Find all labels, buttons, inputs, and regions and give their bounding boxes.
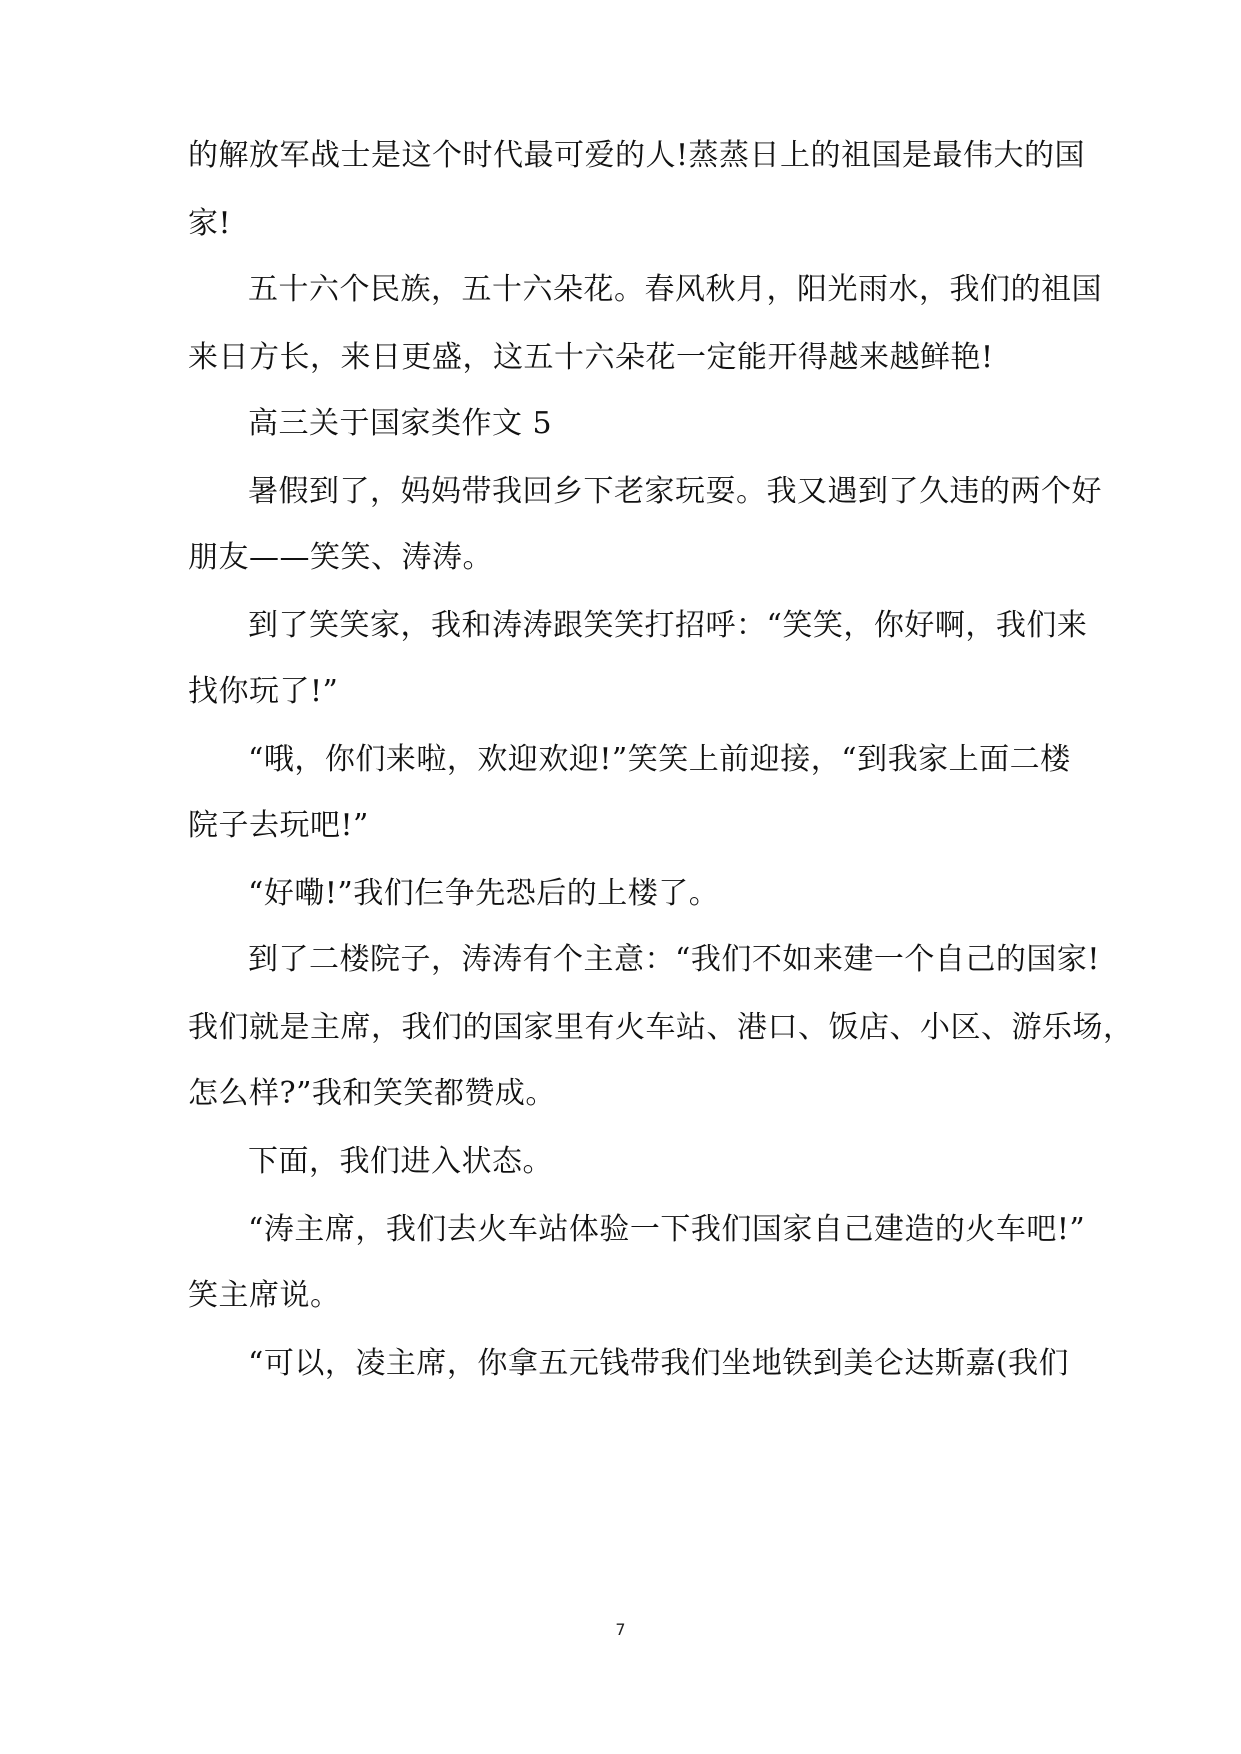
- paragraph-first-line: 下面，我们进入状态。: [248, 1144, 553, 1179]
- paragraph-first-line: 暑假到了，妈妈带我回乡下老家玩耍。我又遇到了久违的两个好: [248, 474, 1102, 509]
- text-line: 笑主席说。: [188, 1278, 341, 1313]
- paragraph-first-line: “可以，凌主席，你拿五元钱带我们坐地铁到美仑达斯嘉(我们: [248, 1346, 1070, 1381]
- paragraph-first-line: “哦，你们来啦，欢迎欢迎!”笑笑上前迎接，“到我家上面二楼: [248, 742, 1071, 777]
- text-line: 来日方长，来日更盛，这五十六朵花一定能开得越来越鲜艳!: [188, 340, 994, 375]
- paragraph-first-line: “好嘞!”我们仨争先恐后的上楼了。: [248, 876, 720, 911]
- text-line: 的解放军战士是这个时代最可爱的人!蒸蒸日上的祖国是最伟大的国: [188, 138, 1086, 173]
- section-heading: 高三关于国家类作文 5: [248, 406, 553, 441]
- paragraph-first-line: 五十六个民族，五十六朵花。春风秋月，阳光雨水，我们的祖国: [248, 272, 1102, 307]
- text-line: 怎么样?”我和笑笑都赞成。: [188, 1076, 556, 1111]
- paragraph-first-line: 到了二楼院子，涛涛有个主意：“我们不如来建一个自己的国家!: [248, 942, 1100, 977]
- text-line: 朋友——笑笑、涛涛。: [188, 540, 493, 575]
- text-line: 家!: [188, 206, 232, 241]
- paragraph-first-line: 到了笑笑家，我和涛涛跟笑笑打招呼：“笑笑，你好啊，我们来: [248, 608, 1088, 643]
- text-line: 我们就是主席，我们的国家里有火车站、港口、饭店、小区、游乐场，: [188, 1010, 1134, 1045]
- page-number: 7: [615, 1620, 626, 1639]
- text-line: 找你玩了!”: [188, 674, 339, 709]
- text-line: 院子去玩吧!”: [188, 808, 369, 843]
- paragraph-first-line: “涛主席，我们去火车站体验一下我们国家自己建造的火车吧!”: [248, 1212, 1086, 1247]
